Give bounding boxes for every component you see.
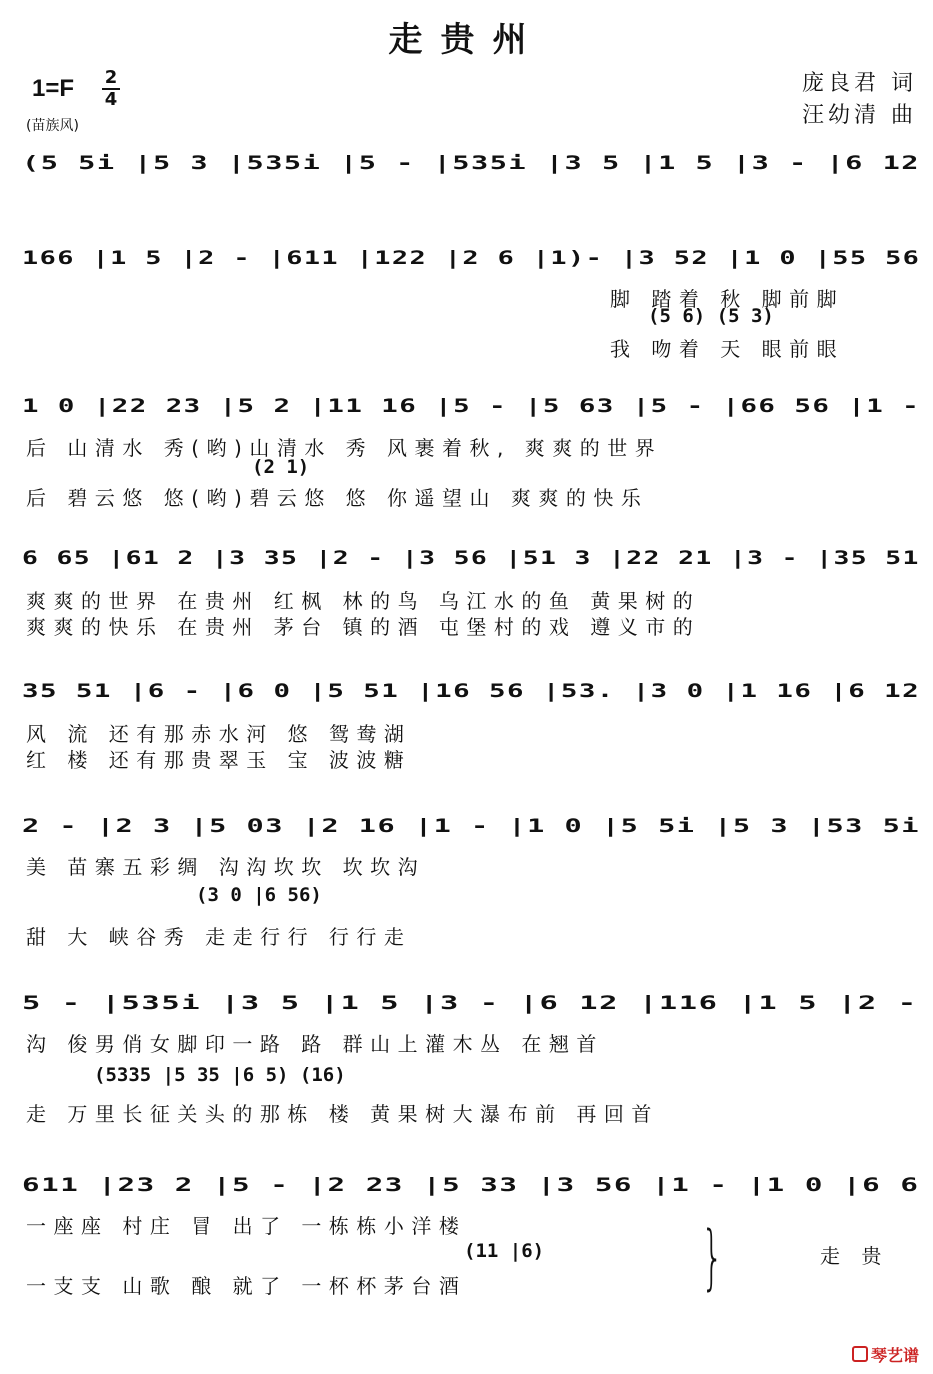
score-row [22,245,920,281]
alt-notation: (2 1) [252,456,310,478]
watermark-text: 琴艺谱 [870,1346,919,1365]
score-row [22,813,920,849]
style-note: (苗族风) [26,118,79,134]
lyric-line-verse2: 走 万里长征关头的那栋 楼 黄果树大瀑布前 再回首 [26,1102,659,1126]
side-lyric: 走 贵 [820,1244,889,1268]
lyric-line-verse2: 红 楼 还有那贵翠玉 宝 波波糖 [26,748,412,772]
notation-line: 6 65 |61 2 |3 35 |2 - |3 56 |51 3 |22 21 |3 - |35 51 [22,547,920,569]
lyric-line-verse2: 我 吻着 天 眼前眼 [610,337,845,361]
lyric-line-verse1: 美 苗寨五彩绸 沟沟坎坎 坎坎沟 [26,855,426,879]
lyric-line-verse1: 爽爽的世界 在贵州 红枫 林的鸟 乌江水的鱼 黄果树的 [26,589,701,613]
logo-icon [852,1346,868,1362]
notation-line: 611 |23 2 |5 - |2 23 |5 33 |3 56 |1 - |1 0 |6 6 [22,1174,920,1196]
score-row [22,150,920,186]
notation-line: 35 51 |6 - |6 0 |5 51 |16 56 |53. |3 0 |1 16 |6 12 [22,680,921,702]
score-row [22,990,920,1026]
lyric-line-verse1: 后 山清水 秀(哟)山清水 秀 风裹着秋, 爽爽的世界 [26,436,663,460]
key-signature: 1=F [32,75,75,102]
notation-line: 1 0 |22 23 |5 2 |11 16 |5 - |5 63 |5 - |66 56 |1 - [22,395,921,417]
alt-notation: (3 0 |6 56) [196,884,322,906]
score-row [22,545,920,581]
lyric-line-verse1: 脚 踏着 秋 脚前脚 [610,287,845,311]
lyric-line-verse1: 风 流 还有那赤水河 悠 鸳鸯湖 [26,722,412,746]
lyric-line-verse1: 一座座 村庄 冒 出了 一栋栋小洋楼 [26,1214,467,1238]
time-signature [102,68,120,110]
alt-notation: (5335 |5 35 |6 5) (16) [94,1064,346,1086]
lyric-line-verse2: 爽爽的快乐 在贵州 茅台 镇的酒 屯堡村的戏 遵义市的 [26,615,701,639]
score-row [22,1172,920,1208]
notation-line: 2 - |2 3 |5 03 |2 16 |1 - |1 0 |5 5i |5 3 |53 5i [22,815,921,837]
lyric-line-verse2: 后 碧云悠 悠(哟)碧云悠 悠 你遥望山 爽爽的快乐 [26,486,649,510]
alt-notation: (11 |6) [464,1240,545,1262]
time-denominator: 4 [104,89,118,110]
lyric-line-verse2: 一支支 山歌 酿 就了 一杯杯茅台酒 [26,1274,467,1298]
notation-line: (5 5i |5 3 |535i |5 - |535i |3 5 |1 5 |3 - |6 12 [22,152,921,174]
verse-brace: } [701,1216,724,1298]
score-row [22,678,920,714]
notation-line: 5 - |535i |3 5 |1 5 |3 - |6 12 |116 |1 5 |2 - [22,992,918,1014]
song-title: 走贵州 [388,20,545,60]
lyricist-credit: 庞良君 词 [802,71,917,96]
watermark-logo [852,1343,919,1366]
notation-line: 166 |1 5 |2 - |611 |122 |2 6 |1)- |3 52 |1 0 |55 56 [22,247,921,269]
time-numerator: 2 [102,68,120,90]
score-row [22,393,920,429]
lyric-line-verse1: 沟 俊男俏女脚印一路 路 群山上灌木丛 在翘首 [26,1032,604,1056]
composer-credit: 汪幼清 曲 [802,103,917,128]
alt-notation: (5 6) (5 3) [648,305,774,327]
lyric-line-verse2: 甜 大 峡谷秀 走走行行 行行走 [26,925,412,949]
